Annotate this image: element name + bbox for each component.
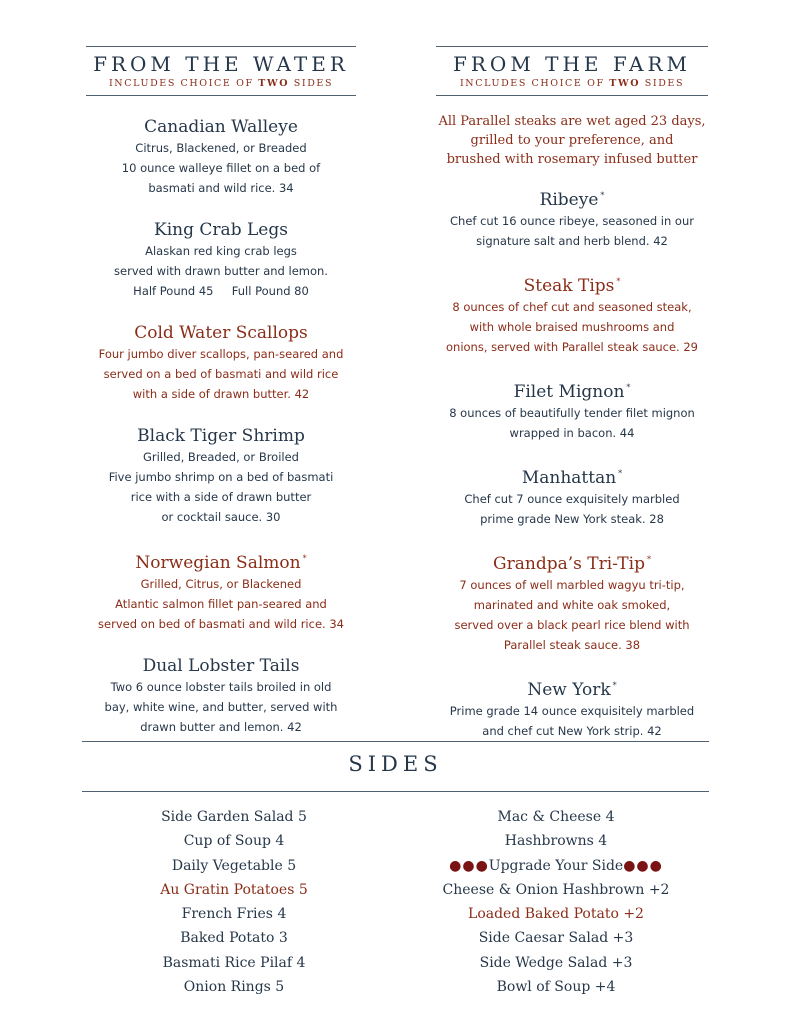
raw-advisory-mark: * — [646, 555, 651, 564]
item-desc-line: or cocktail sauce. 30 — [161, 510, 281, 524]
menu-item-salmon — [86, 548, 356, 634]
item-name — [86, 548, 356, 574]
dots-ornament-right: ●●● — [623, 857, 663, 874]
sides-right-list — [426, 805, 686, 999]
item-name: King Crab Legs — [154, 220, 288, 240]
farm-column — [436, 0, 708, 741]
item-desc-line: Grilled, Citrus, or Blackened — [140, 577, 302, 591]
item-desc-line: Two 6 ounce lobster tails broiled in old — [110, 680, 332, 694]
side-item: Cheese & Onion Hashbrown +2 — [442, 881, 670, 898]
side-item: Loaded Baked Potato +2 — [468, 906, 644, 923]
farm-subtitle-post: SIDES — [644, 78, 685, 89]
item-desc-line: Citrus, Blackened, or Breaded — [135, 141, 307, 155]
item-name-text: Grandpa’s Tri-Tip — [493, 554, 645, 574]
item-desc-line: Five jumbo shrimp on a bed of basmati — [108, 470, 334, 484]
sides-top-divider — [82, 741, 709, 742]
item-name: Canadian Walleye — [144, 117, 298, 137]
item-desc-line: with whole braised mushrooms and — [469, 320, 675, 334]
item-desc-line: Parallel steak sauce. 38 — [503, 638, 641, 652]
side-item: Basmati Rice Pilaf 4 — [162, 954, 306, 971]
side-item: Side Caesar Salad +3 — [478, 930, 634, 947]
side-item: Au Gratin Potatoes 5 — [160, 881, 308, 898]
side-item: Mac & Cheese 4 — [497, 809, 615, 825]
item-desc-line: Chef cut 7 ounce exquisitely marbled — [464, 492, 680, 506]
water-title: FROM THE WATER — [93, 52, 349, 76]
item-name — [436, 377, 708, 403]
item-desc-line: signature salt and herb blend. 42 — [476, 234, 668, 248]
item-desc-line: 8 ounces of chef cut and seasoned steak, — [452, 300, 692, 314]
sides-left-list — [104, 805, 364, 999]
side-item: Baked Potato 3 — [180, 930, 288, 947]
water-subtitle-pre: INCLUDES CHOICE OF — [108, 78, 254, 89]
farm-header — [436, 46, 708, 96]
item-name: Dual Lobster Tails — [142, 656, 300, 676]
item-desc-line: wrapped in bacon. 44 — [509, 426, 635, 440]
upgrade-side-heading — [426, 854, 686, 878]
item-desc-line: onions, served with Parallel steak sauce. 29 — [446, 340, 698, 354]
menu-item-filet-mignon — [436, 377, 708, 443]
item-name — [436, 675, 708, 701]
raw-advisory-mark: * — [302, 554, 307, 563]
item-desc-line: Four jumbo diver scallops, pan-seared and — [98, 347, 344, 361]
item-name-text: New York — [527, 680, 611, 700]
side-item: French Fries 4 — [181, 906, 287, 923]
item-desc-line: with a side of drawn butter. 42 — [132, 387, 310, 401]
menu-item-shrimp — [86, 425, 356, 527]
farm-title: FROM THE FARM — [452, 52, 692, 76]
dots-ornament-left: ●●● — [449, 857, 489, 874]
raw-advisory-mark: * — [612, 681, 617, 690]
item-name-text: Norwegian Salmon — [135, 553, 301, 573]
side-item: Cup of Soup 4 — [183, 833, 285, 850]
item-desc-line: drawn butter and lemon. 42 — [140, 720, 302, 734]
item-name-text: Ribeye — [539, 190, 599, 210]
menu-item-steak-tips — [436, 271, 708, 357]
item-desc-line: served with drawn butter and lemon. — [114, 264, 328, 278]
steak-intro — [436, 112, 708, 169]
menu-item-new-york — [436, 675, 708, 741]
item-desc-line: 7 ounces of well marbled wagyu tri-tip, — [459, 578, 685, 592]
side-item: Onion Rings 5 — [183, 979, 285, 996]
water-subtitle — [86, 78, 356, 89]
raw-advisory-mark: * — [616, 277, 621, 286]
menu-item-walleye — [86, 116, 356, 198]
item-desc-line: and chef cut New York strip. 42 — [482, 724, 662, 738]
water-subtitle-post: SIDES — [293, 78, 334, 89]
side-item: Side Wedge Salad +3 — [479, 954, 633, 971]
item-name — [436, 549, 708, 575]
item-desc-line: Prime grade 14 ounce exquisitely marbled — [449, 704, 695, 718]
item-name-text: Filet Mignon — [513, 382, 625, 402]
side-item: Bowl of Soup +4 — [496, 979, 616, 996]
side-item: Side Garden Salad 5 — [161, 809, 307, 825]
water-header — [86, 46, 356, 96]
menu-item-ribeye — [436, 185, 708, 251]
menu-item-king-crab — [86, 219, 356, 301]
farm-subtitle-pre: INCLUDES CHOICE OF — [459, 78, 605, 89]
menu-item-manhattan — [436, 463, 708, 529]
intro-line: brushed with rosemary infused butter — [446, 152, 698, 167]
item-desc-line: 8 ounces of beautifully tender filet mignon — [449, 406, 695, 420]
item-name-text: Manhattan — [521, 468, 617, 488]
item-name — [436, 463, 708, 489]
item-desc-line: marinated and white oak smoked, — [473, 598, 671, 612]
side-item: Hashbrowns 4 — [504, 833, 608, 850]
menu-item-lobster — [86, 655, 356, 737]
intro-line: All Parallel steaks are wet aged 23 days, — [438, 114, 706, 129]
item-name — [436, 271, 708, 297]
item-desc-line: Alaskan red king crab legs — [145, 244, 297, 258]
raw-advisory-mark: * — [600, 191, 605, 200]
sides-title: SIDES — [348, 752, 443, 776]
raw-advisory-mark: * — [626, 383, 631, 392]
side-item: Daily Vegetable 5 — [171, 857, 297, 874]
menu-item-tri-tip — [436, 549, 708, 655]
water-column — [86, 0, 356, 737]
item-desc-line: Grilled, Breaded, or Broiled — [143, 450, 299, 464]
item-desc-line: 10 ounce walleye fillet on a bed of — [121, 161, 321, 175]
raw-advisory-mark: * — [618, 469, 623, 478]
item-desc-line: bay, white wine, and butter, served with — [104, 700, 338, 714]
farm-subtitle — [436, 78, 708, 89]
item-desc-line: rice with a side of drawn butter — [130, 490, 312, 504]
item-desc-line: prime grade New York steak. 28 — [480, 512, 664, 526]
item-desc-line: Atlantic salmon fillet pan-seared and — [115, 597, 327, 611]
item-desc-line: Chef cut 16 ounce ribeye, seasoned in our — [450, 214, 694, 228]
item-desc-line: basmati and wild rice. 34 — [148, 181, 294, 195]
upgrade-side-label: Upgrade Your Side — [488, 857, 624, 874]
menu-item-scallops — [86, 322, 356, 404]
item-desc-line: served on bed of basmati and wild rice. 34 — [98, 617, 344, 631]
item-name — [436, 185, 708, 211]
item-desc-line: served on a bed of basmati and wild rice — [103, 367, 339, 381]
water-subtitle-bold: TWO — [258, 78, 290, 89]
item-desc-line: served over a black pearl rice blend with — [454, 618, 690, 632]
item-name: Cold Water Scallops — [134, 323, 308, 343]
item-name-text: Steak Tips — [523, 276, 615, 296]
item-desc-line: Half Pound 45 Full Pound 80 — [133, 284, 309, 298]
item-name: Black Tiger Shrimp — [137, 426, 305, 446]
farm-subtitle-bold: TWO — [609, 78, 641, 89]
intro-line: grilled to your preference, and — [470, 133, 674, 148]
sides-bottom-divider — [82, 791, 709, 792]
